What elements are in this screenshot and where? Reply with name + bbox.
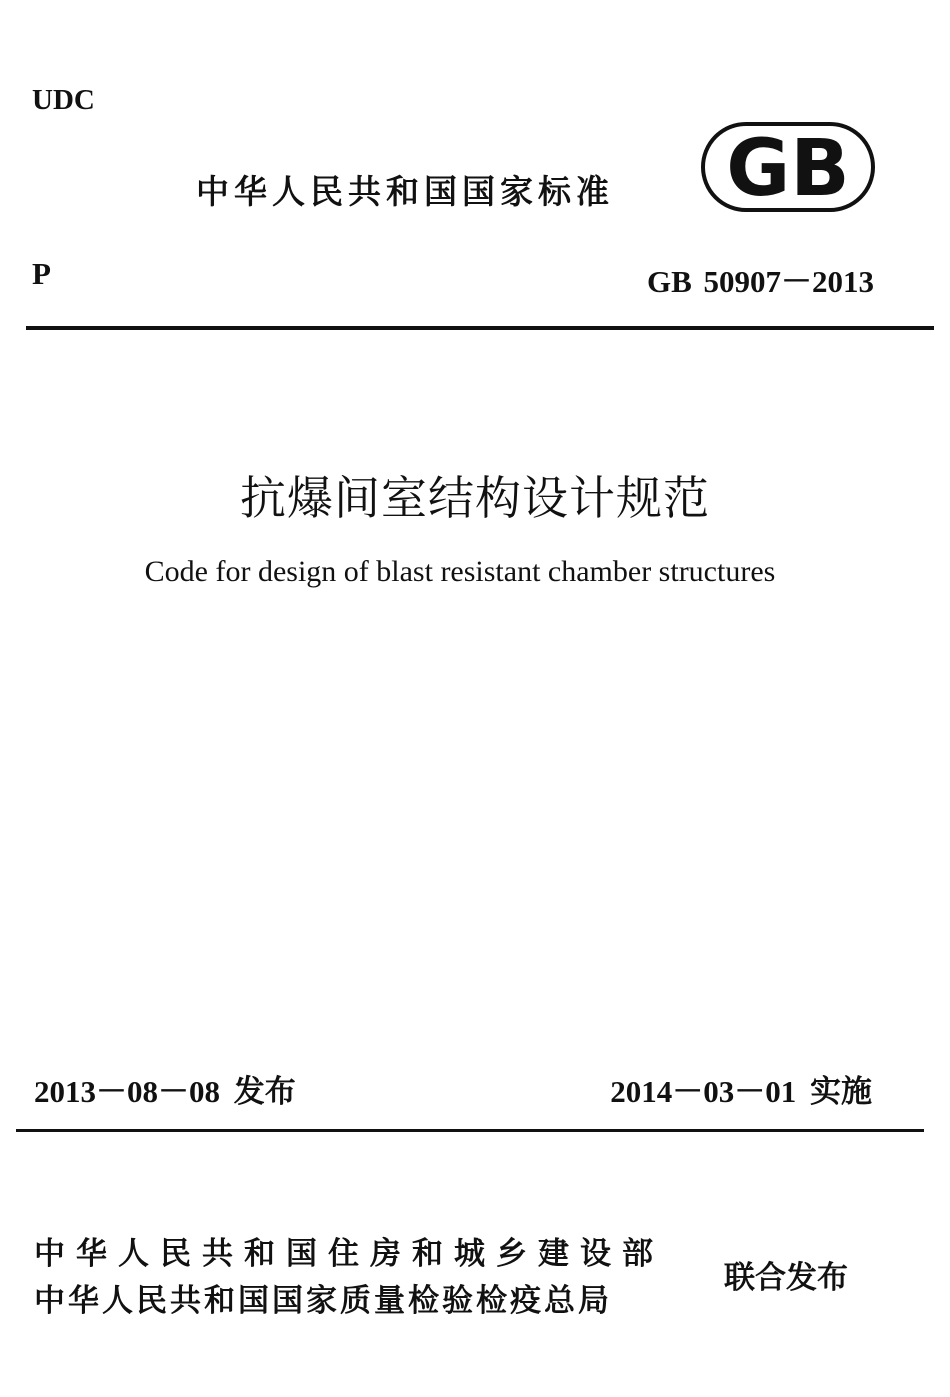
issuer-quality-inspection: 中华人民共和国国家质量检验检疫总局 — [34, 1283, 612, 1319]
issue-date: 2013－08－08 — [34, 1074, 220, 1109]
standard-number: GB 50907－2013 — [646, 264, 874, 299]
gb-logo — [700, 118, 876, 214]
classification-code: P — [32, 256, 51, 291]
effective-date: 2014－03－01 — [610, 1074, 797, 1109]
issuer-ministry-housing: 中华人民共和国住房和城乡建设部 — [34, 1236, 664, 1272]
title-english: Code for design of blast resistant chamber structures — [144, 555, 776, 588]
joint-issue-label: 联合发布 — [724, 1260, 848, 1296]
issue-line — [34, 1066, 296, 1111]
issue-label: 发布 — [233, 1074, 296, 1110]
national-standard-heading: 中华人民共和国国家标准 — [196, 172, 614, 211]
gb-logo-text: GB — [726, 124, 850, 214]
effective-label: 实施 — [810, 1074, 872, 1110]
top-divider — [26, 326, 934, 330]
bottom-divider — [16, 1129, 924, 1132]
udc-label: UDC — [32, 84, 95, 116]
title-chinese: 抗爆间室结构设计规范 — [240, 471, 710, 525]
effective-line — [610, 1066, 872, 1111]
